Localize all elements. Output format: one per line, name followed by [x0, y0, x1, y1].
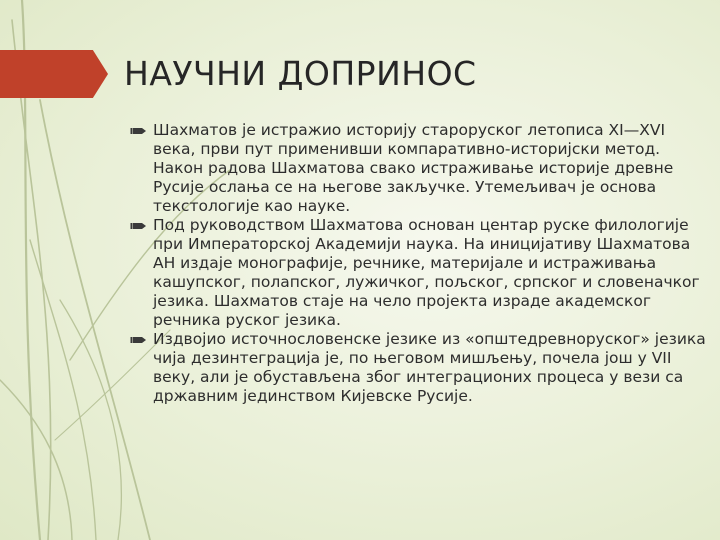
grass-stem-6 — [0, 380, 72, 540]
bullet-item — [129, 216, 707, 330]
pencil-icon — [130, 126, 146, 136]
grass-stem-4 — [30, 240, 96, 540]
pencil-icon — [130, 221, 146, 231]
bullet-item — [129, 330, 707, 406]
bullet-text: Издвојио источнословенске језике из «општедревноруског» језика чија дезинтеграција је, по његовом мишљењу, почела још у VII веку, али је обустављена због интеграционих процеса у вези са државним јединством Кијевске Русије. — [153, 330, 706, 405]
bullet-item — [129, 121, 707, 216]
title-accent-bar — [0, 50, 108, 98]
bullet-text: Под руководством Шахматова основан центар руске филологије при Императорској Академији наука. На иницијативу Шахматова АН издаје монографије, речнике, материјале и истраживања кашупског, полапског, лужичког, пољског, српског и словеначког језика. Шахматов стаје на чело пројекта израде академског речника руског језика. — [153, 216, 700, 329]
bullet-text: Шахматов је истражио историју староруског летописа XI—XVI века, први пут применивши компаративно-историјски метод. Након радова Шахматова свако истраживање историје древне Русије ослања се на његове закључке. Утемељивач је основа текстологије као науке. — [153, 121, 674, 215]
grass-stem-5 — [60, 300, 121, 540]
pencil-icon — [130, 335, 146, 345]
slide-title: НАУЧНИ ДОПРИНОС — [124, 54, 477, 93]
grass-stem-2 — [12, 20, 51, 540]
bullet-list — [129, 121, 707, 406]
